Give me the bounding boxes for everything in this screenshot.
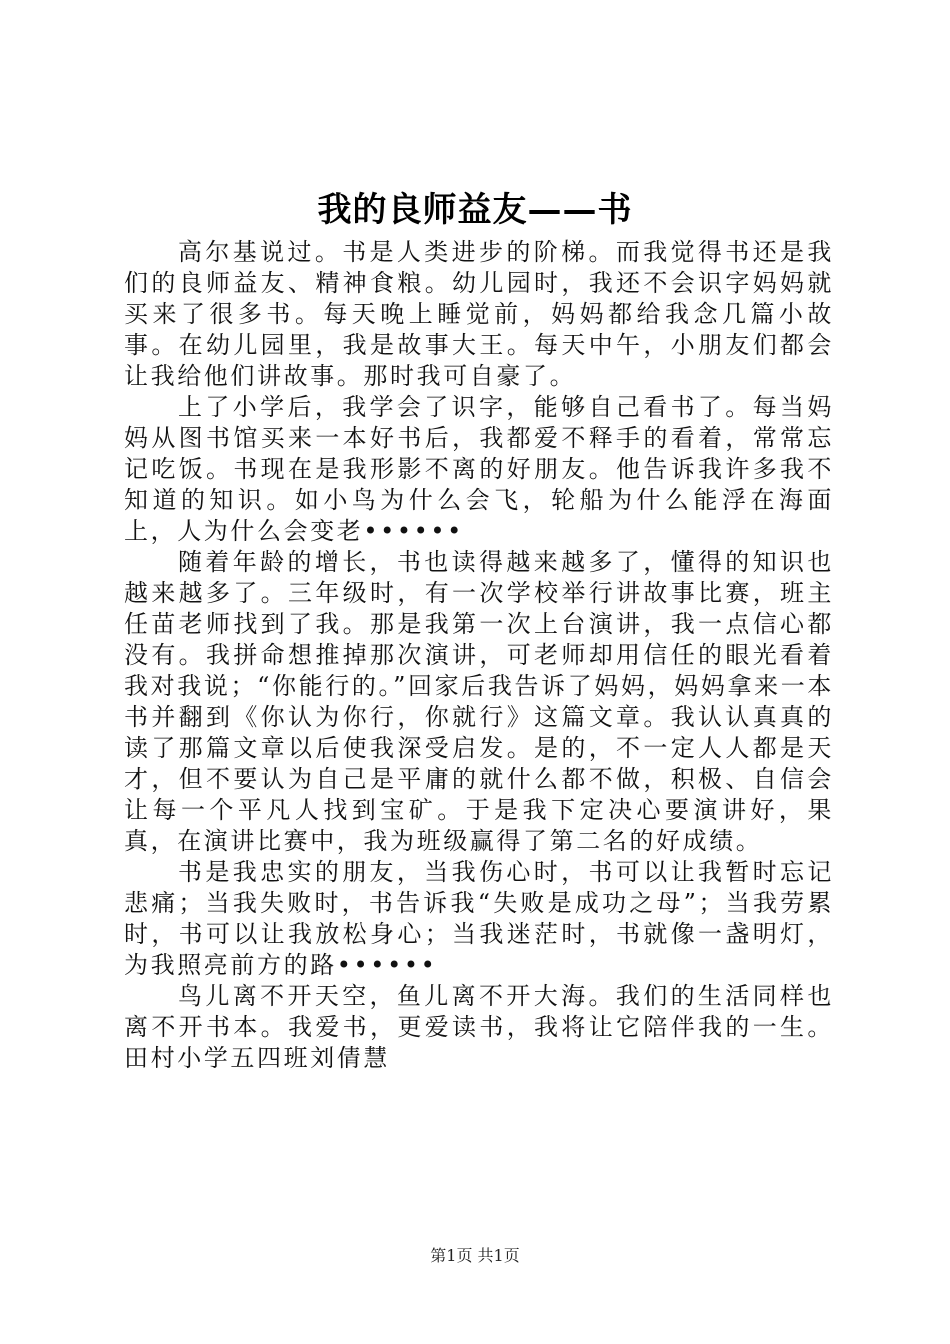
document-body [124, 237, 834, 1074]
paragraph-3: 随着年龄的增长，书也读得越来越多了，懂得的知识也越来越多了。三年级时，有一次学校举行讲故事比赛，班主任苗老师找到了我。那是我第一次上台演讲，我一点信心都没有。我拼命想推掉那次演讲，可老师却用信任的眼光看着我对我说；“你能行的。”回家后我告诉了妈妈，妈妈拿来一本书并翻到《你认为你行，你就行》这篇文章。我认认真真的读了那篇文章以后使我深受启发。是的，不一定人人都是天才，但不要认为自己是平庸的就什么都不做，积极、自信会让每一个平凡人找到宝矿。于是我下定决心要演讲好，果真，在演讲比赛中，我为班级赢得了第二名的好成绩。 [124, 548, 834, 855]
paragraph-1: 高尔基说过。书是人类进步的阶梯。而我觉得书还是我们的良师益友、精神食粮。幼儿园时，我还不会识字妈妈就买来了很多书。每天晚上睡觉前，妈妈都给我念几篇小故事。在幼儿园里，我是故事大王。每天中午，小朋友们都会让我给他们讲故事。那时我可自豪了。 [124, 238, 834, 390]
paragraph-5: 鸟儿离不开天空，鱼儿离不开大海。我们的生活同样也离不开书本。我爱书，更爱读书，我将让它陪伴我的一生。田村小学五四班刘倩慧 [124, 982, 834, 1072]
paragraph-2: 上了小学后，我学会了识字，能够自己看书了。每当妈妈从图书馆买来一本好书后，我都爱不释手的看着，常常忘记吃饭。书现在是我形影不离的好朋友。他告诉我许多我不知道的知识。如小鸟为什么会飞，轮船为什么能浮在海面上，人为什么会变老•••••• [124, 393, 834, 545]
document-title: 我的良师益友——书 [317, 190, 633, 230]
paragraph-4: 书是我忠实的朋友，当我伤心时，书可以让我暂时忘记悲痛；当我失败时，书告诉我“失败是成功之母”；当我劳累时，书可以让我放松身心；当我迷茫时，书就像一盏明灯，为我照亮前方的路•••••• [124, 858, 834, 979]
page-footer: 第1页 共1页 [430, 1246, 520, 1265]
